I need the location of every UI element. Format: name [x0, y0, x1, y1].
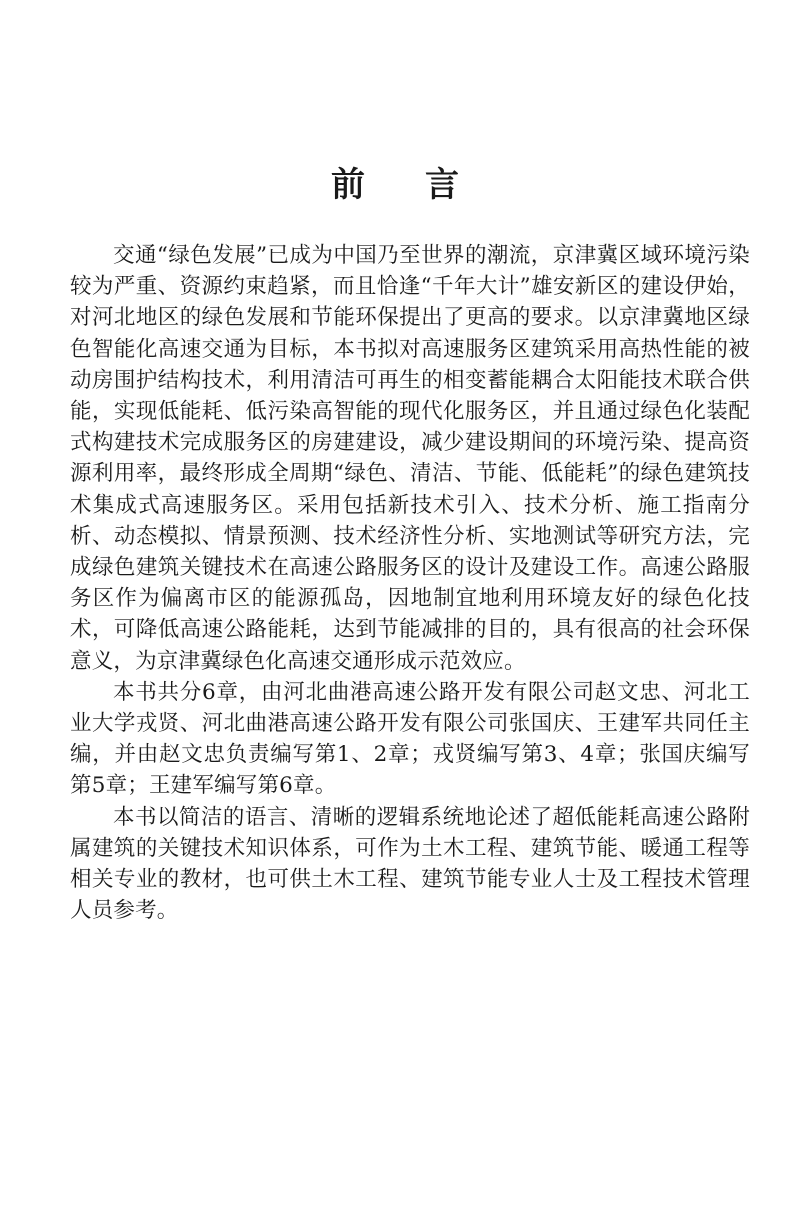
paragraph-1: 交通“绿色发展”已成为中国乃至世界的潮流，京津冀区域环境污染较为严重、资源约束趋紧，而且恰逢“千年大计”雄安新区的建设伊始，对河北地区的绿色发展和节能环保提出了更高的要求。以京津冀地区绿色智能化高速交通为目标，本书拟对高速服务区建筑采用高热性能的被动房围护结构技术，利用清洁可再生的相变蓄能耦合太阳能技术联合供能，实现低能耗、低污染高智能的现代化服务区，并且通过绿色化装配式构建技术完成服务区的房建建设，减少建设期间的环境污染、提高资源利用率，最终形成全周期“绿色、清洁、节能、低能耗”的绿色建筑技术集成式高速服务区。采用包括新技术引入、技术分析、施工指南分析、动态模拟、情景预测、技术经济性分析、实地测试等研究方法，完成绿色建筑关键技术在高速公路服务区的设计及建设工作。高速公路服务区作为偏离市区的能源孤岛，因地制宜地利用环境友好的绿色化技术，可降低高速公路能耗，达到节能减排的目的，具有很高的社会环保意义，为京津冀绿色化高速交通形成示范效应。 [70, 243, 750, 674]
page-title: 前言 [331, 165, 519, 205]
paragraph-3: 本书以简洁的语言、清晰的逻辑系统地论述了超低能耗高速公路附属建筑的关键技术知识体系，可作为土木工程、建筑节能、暖通工程等相关专业的教材，也可供土木工程、建筑节能专业人士及工程技术管理人员参考。 [70, 804, 750, 924]
preface-body [70, 240, 750, 926]
paragraph-2: 本书共分6章，由河北曲港高速公路开发有限公司赵文忠、河北工业大学戎贤、河北曲港高速公路开发有限公司张国庆、王建军共同任主编，并由赵文忠负责编写第1、2章；戎贤编写第3、4章；张国庆编写第5章；王建军编写第6章。 [70, 679, 750, 799]
